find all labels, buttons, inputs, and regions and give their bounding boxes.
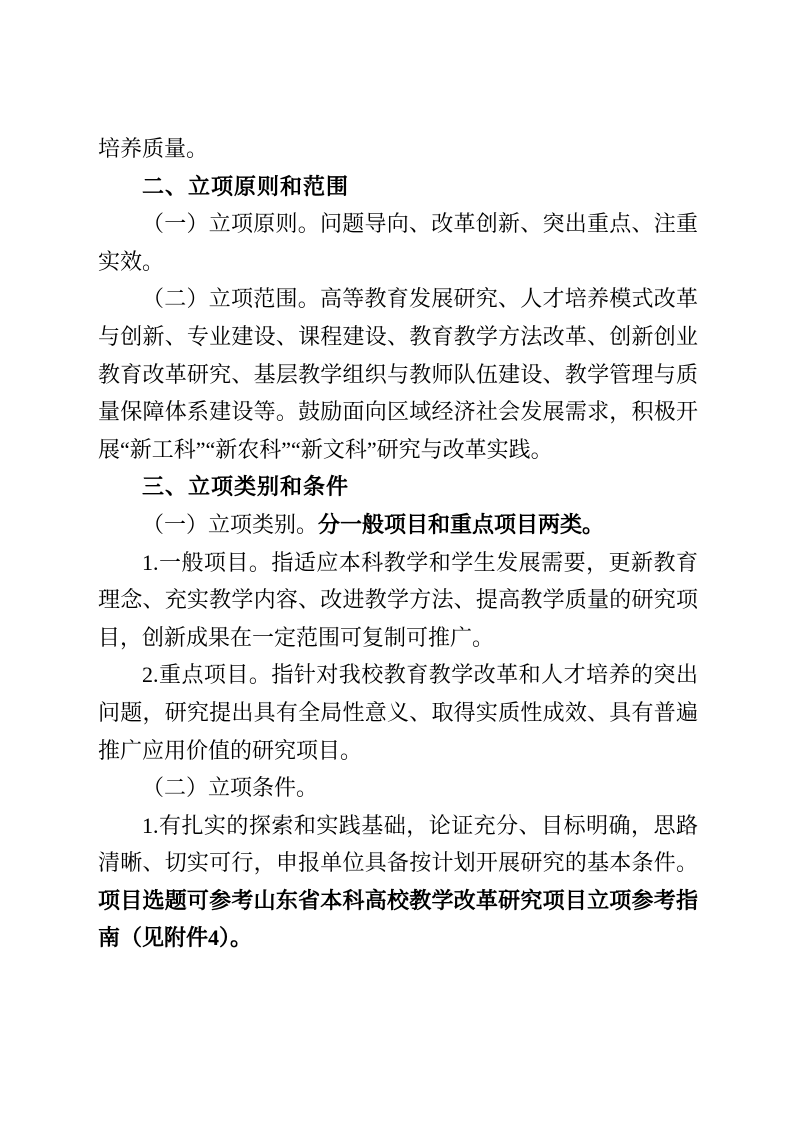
heading-text: 二、立项原则和范围 xyxy=(142,173,350,199)
text-run-bold: 分一般项目和重点项目两类。 xyxy=(318,511,605,537)
para-scope xyxy=(98,280,698,468)
para-categories xyxy=(98,506,698,544)
text-run: 培养质量。 xyxy=(98,136,209,161)
para-condition-1 xyxy=(98,807,698,957)
para-conditions-label xyxy=(98,769,698,807)
para-principles xyxy=(98,205,698,280)
text-run: （一）立项原则。问题导向、改革创新、突出重点、注重实效。 xyxy=(98,211,698,274)
text-run: （二）立项条件。 xyxy=(142,775,319,801)
text-run-bold: 项目选题可参考山东省本科高校教学改革研究项目立项参考指南（见附件4）。 xyxy=(98,887,698,951)
text-run: 1.有扎实的探索和实践基础，论证充分、目标明确，思路清晰、切实可行，申报单位具备按计划开展研究的基本条件。 xyxy=(98,812,698,876)
para-general-project xyxy=(98,544,698,657)
text-run: 1.一般项目。指适应本科教学和学生发展需要，更新教育理念、充实教学内容、改进教学方法、提高教学质量的研究项目，创新成果在一定范围可复制可推广。 xyxy=(98,549,698,650)
text-run: 2.重点项目。指针对我校教育教学改革和人才培养的突出问题，研究提出具有全局性意义、取得实质性成效、具有普遍推广应用价值的研究项目。 xyxy=(98,662,698,763)
heading-text: 三、立项类别和条件 xyxy=(142,474,350,500)
para-carryover xyxy=(98,130,698,168)
text-run: （二）立项范围。高等教育发展研究、人才培养模式改革与创新、专业建设、课程建设、教育教学方法改革、创新创业教育改革研究、基层教学组织与教师队伍建设、教学管理与质量保障体系建设等。鼓励面向区域经济社会发展需求，积极开展“新工科”“新农科”“新文科”研究与改革实践。 xyxy=(98,286,698,462)
heading-section-3 xyxy=(98,468,698,506)
text-run: （一）立项类别。 xyxy=(142,511,319,537)
document-text-block xyxy=(98,130,698,957)
heading-section-2 xyxy=(98,168,698,206)
para-key-project xyxy=(98,656,698,769)
